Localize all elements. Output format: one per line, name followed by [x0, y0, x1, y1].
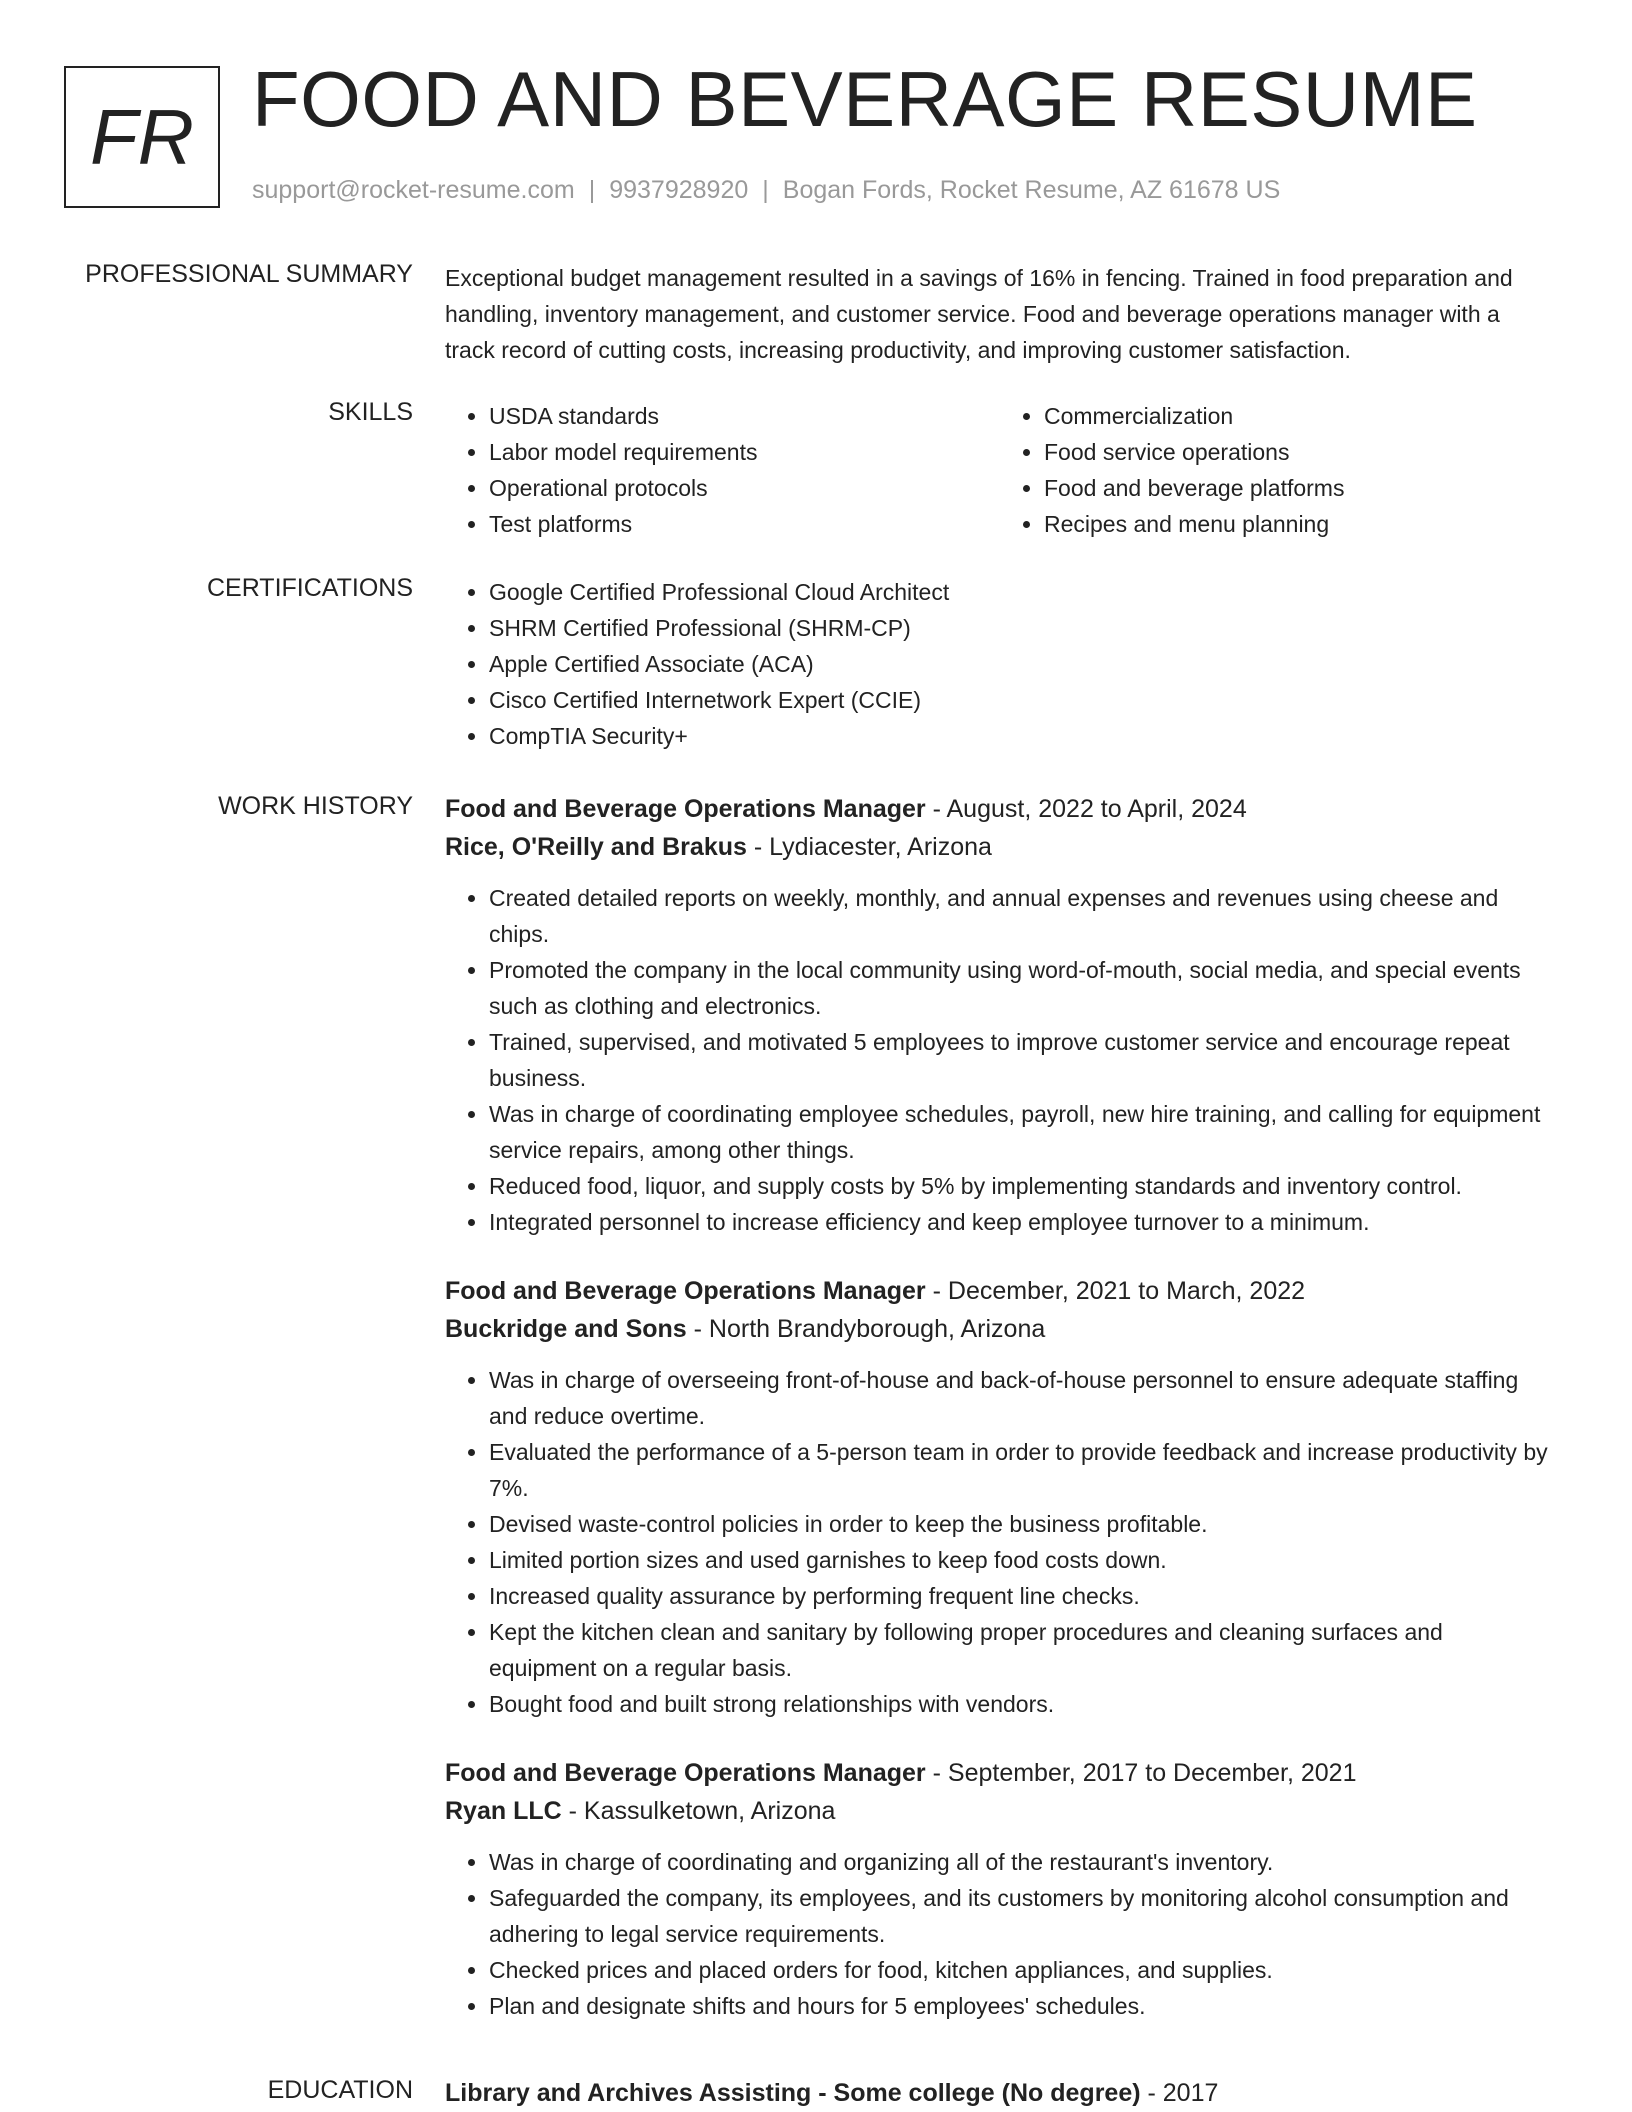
job-bullet: • Created detailed reports on weekly, monthly, and annual expenses and revenues using cheese and chips.: [489, 880, 1555, 952]
job-bullet: • Was in charge of coordinating and organizing all of the restaurant's inventory.: [489, 1844, 1555, 1880]
job-employer: [445, 828, 1555, 866]
job-dates: - December, 2021 to March, 2022: [925, 1277, 1306, 1305]
job-bullet: • Limited portion sizes and used garnishes to keep food costs down.: [489, 1542, 1555, 1578]
education-degree: Library and Archives Assisting - Some college (No degree): [445, 2079, 1141, 2107]
job-bullet: • Devised waste-control policies in order to keep the business profitable.: [489, 1506, 1555, 1542]
resume-title: FOOD AND BEVERAGE RESUME: [252, 55, 1478, 143]
job-bullets: [445, 880, 1555, 1240]
contact-separator: |: [762, 176, 769, 204]
job-bullet: • Evaluated the performance of a 5-person team in order to provide feedback and increase productivity by 7%.: [489, 1434, 1555, 1506]
job-company: Ryan LLC: [445, 1797, 562, 1825]
skill-item: • Operational protocols: [489, 470, 1000, 506]
job-bullet: • Increased quality assurance by performing frequent line checks.: [489, 1578, 1555, 1614]
job-title: Food and Beverage Operations Manager: [445, 1277, 926, 1305]
job-bullet: • Kept the kitchen clean and sanitary by following proper procedures and cleaning surfaces and equipment on a regular basis.: [489, 1614, 1555, 1686]
certification-item: • CompTIA Security+: [489, 718, 1555, 754]
skill-item: • Recipes and menu planning: [1044, 506, 1555, 542]
contact-phone[interactable]: 9937928920: [609, 176, 749, 204]
skill-item: • Test platforms: [489, 506, 1000, 542]
skill-item: • Food and beverage platforms: [1044, 470, 1555, 506]
contact-line: [252, 176, 1280, 205]
job-company: Buckridge and Sons: [445, 1315, 687, 1343]
job-bullet: • Promoted the company in the local community using word-of-mouth, social media, and special events such as clothing and electronics.: [489, 952, 1555, 1024]
education-year: - 2017: [1140, 2079, 1219, 2107]
certification-item: • SHRM Certified Professional (SHRM-CP): [489, 610, 1555, 646]
job-title: Food and Beverage Operations Manager: [445, 1759, 926, 1787]
job-bullets: [445, 1844, 1555, 2024]
contact-separator: |: [588, 176, 596, 204]
job-dates: - August, 2022 to April, 2024: [925, 795, 1247, 823]
job-bullet: • Was in charge of coordinating employee schedules, payroll, new hire training, and calling for equipment service repairs, among other things.: [489, 1096, 1555, 1168]
job-bullet: • Plan and designate shifts and hours for 5 employees' schedules.: [489, 1988, 1555, 2024]
job-title: Food and Beverage Operations Manager: [445, 795, 926, 823]
job-company: Rice, O'Reilly and Brakus: [445, 833, 747, 861]
job-bullet: • Was in charge of overseeing front-of-house and back-of-house personnel to ensure adequate staffing and reduce overtime.: [489, 1362, 1555, 1434]
job-heading: [445, 790, 1555, 828]
skills-list-left: [445, 398, 1000, 542]
job-entry: [445, 1754, 1555, 2024]
education-entry: [445, 2074, 1555, 2112]
job-bullet: • Integrated personnel to increase efficiency and keep employee turnover to a minimum.: [489, 1204, 1555, 1240]
education-heading: EDUCATION: [267, 2076, 413, 2104]
summary-text: Exceptional budget management resulted in a savings of 16% in fencing. Trained in food preparation and handling, inventory management, and customer service. Food and beverage operations manager with a track record of cutting costs, increasing productivity, and improving customer satisfaction.: [445, 265, 1513, 363]
certification-item: • Cisco Certified Internetwork Expert (CCIE): [489, 682, 1555, 718]
skill-item: • Food service operations: [1044, 434, 1555, 470]
job-bullet: • Trained, supervised, and motivated 5 employees to improve customer service and encourage repeat business.: [489, 1024, 1555, 1096]
skills-list-right: [1000, 398, 1555, 542]
certification-item: • Apple Certified Associate (ACA): [489, 646, 1555, 682]
job-bullets: [445, 1362, 1555, 1722]
job-bullet: • Bought food and built strong relationships with vendors.: [489, 1686, 1555, 1722]
skills-heading: SKILLS: [328, 398, 413, 426]
skill-item: • USDA standards: [489, 398, 1000, 434]
contact-email[interactable]: support@rocket-resume.com: [252, 176, 575, 204]
job-heading: [445, 1272, 1555, 1310]
job-location: - North Brandyborough, Arizona: [686, 1315, 1046, 1343]
work-history-heading: WORK HISTORY: [218, 792, 413, 820]
job-location: - Kassulketown, Arizona: [561, 1797, 836, 1825]
certifications-heading: CERTIFICATIONS: [206, 574, 413, 602]
job-entry: [445, 790, 1555, 1240]
job-dates: - September, 2017 to December, 2021: [925, 1759, 1357, 1787]
skill-item: • Commercialization: [1044, 398, 1555, 434]
job-employer: [445, 1310, 1555, 1348]
skill-item: • Labor model requirements: [489, 434, 1000, 470]
job-bullet: • Safeguarded the company, its employees, and its customers by monitoring alcohol consumption and adhering to legal service requirements.: [489, 1880, 1555, 1952]
job-location: - Lydiacester, Arizona: [746, 833, 992, 861]
initials-monogram: FR: [64, 66, 220, 208]
job-bullet: • Reduced food, liquor, and supply costs by 5% by implementing standards and inventory control.: [489, 1168, 1555, 1204]
job-bullet: • Checked prices and placed orders for food, kitchen appliances, and supplies.: [489, 1952, 1555, 1988]
certifications-list: [445, 574, 1555, 754]
certification-item: • Google Certified Professional Cloud Architect: [489, 574, 1555, 610]
job-entry: [445, 1272, 1555, 1722]
contact-address: Bogan Fords, Rocket Resume, AZ 61678 US: [782, 176, 1281, 204]
job-heading: [445, 1754, 1555, 1792]
summary-heading: PROFESSIONAL SUMMARY: [85, 260, 413, 288]
job-employer: [445, 1792, 1555, 1830]
